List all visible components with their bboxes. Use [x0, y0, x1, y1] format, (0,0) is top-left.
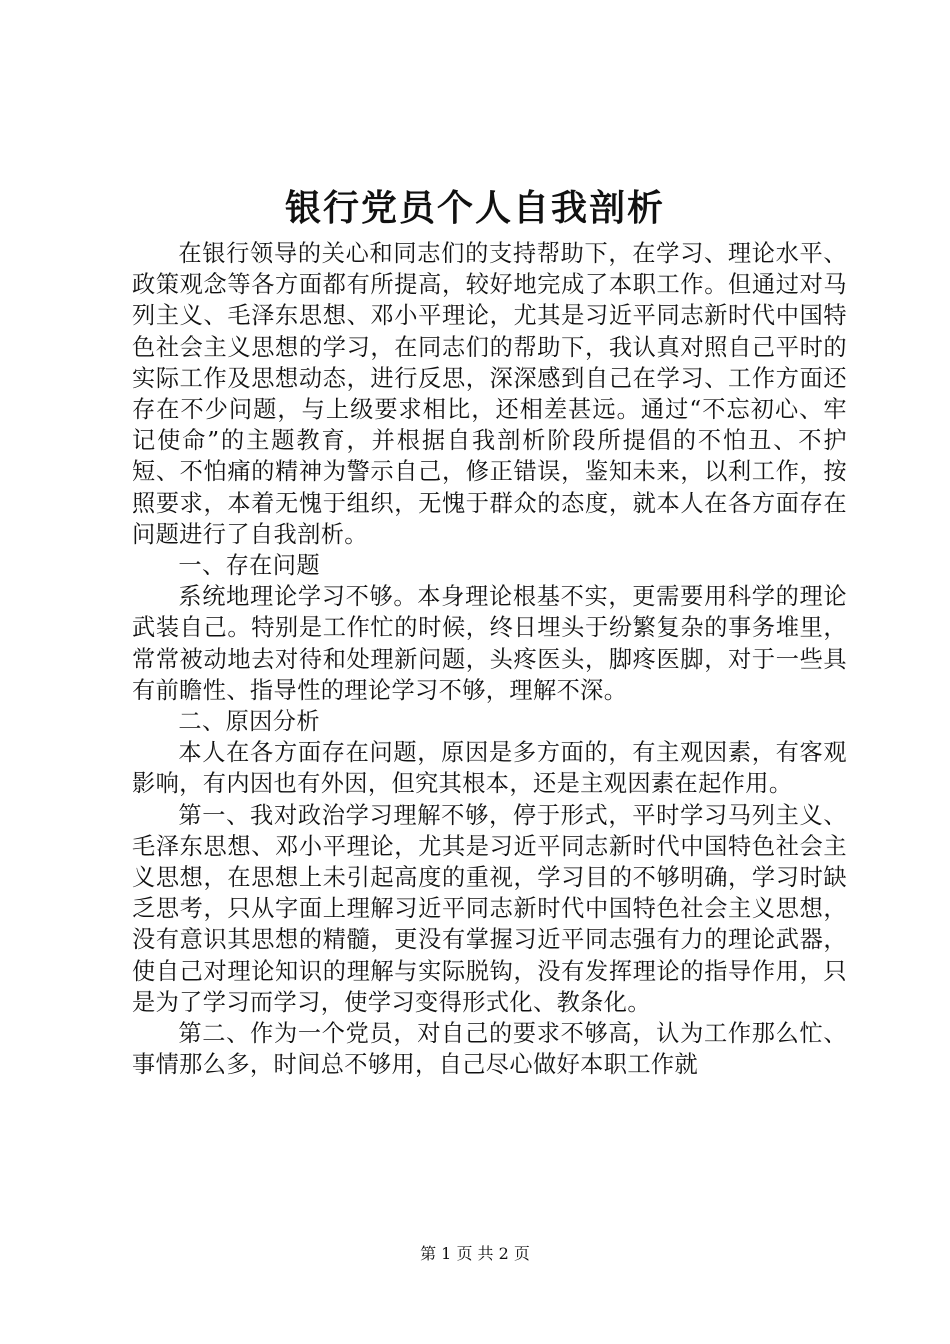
document-title: 银行党员个人自我剖析	[284, 188, 665, 229]
paragraph-problems: 系统地理论学习不够。本身理论根基不实，更需要用科学的理论武装自己。特别是工作忙的时候，终日埋头于纷繁复杂的事务堆里，常常被动地去对待和处理新问题，头疼医头，脚疼医脚，对于一些具有前瞻性、指导性的理论学习不够，理解不深。	[132, 583, 847, 704]
paragraph-intro: 在银行领导的关心和同志们的支持帮助下，在学习、理论水平、政策观念等各方面都有所提高，较好地完成了本职工作。但通过对马列主义、毛泽东思想、邓小平理论，尤其是习近平同志新时代中国特色社会主义思想的学习，在同志们的帮助下，我认真对照自己平时的实际工作及思想动态，进行反思，深深感到自己在学习、工作方面还存在不少问题，与上级要求相比，还相差甚远。通过“不忘初心、牢记使命”的主题教育，并根据自我剖析阶段所提倡的不怕丑、不护短、不怕痛的精神为警示自己，修正错误，鉴知未来，以利工作，按照要求，本着无愧于组织，无愧于群众的态度，就本人在各方面存在问题进行了自我剖析。	[132, 240, 847, 548]
page-footer: 第 1 页 共 2 页	[420, 1244, 530, 1263]
paragraph-first: 第一、我对政治学习理解不够，停于形式，平时学习马列主义、毛泽东思想、邓小平理论，尤其是习近平同志新时代中国特色社会主义思想，在思想上未引起高度的重视，学习目的不够明确，学习时缺乏思考，只从字面上理解习近平同志新时代中国特色社会主义思想，没有意识其思想的精髓，更没有掌握习近平同志强有力的理论武器，使自己对理论知识的理解与实际脱钩，没有发挥理论的指导作用，只是为了学习而学习，使学习变得形式化、教条化。	[132, 801, 847, 1016]
section-heading-causes: 二、原因分析	[178, 708, 320, 736]
paragraph-second: 第二、作为一个党员，对自己的要求不够高，认为工作那么忙、事情那么多，时间总不够用，自己尽心做好本职工作就	[132, 1020, 847, 1079]
paragraph-causes: 本人在各方面存在问题，原因是多方面的，有主观因素，有客观影响，有内因也有外因，但究其根本，还是主观因素在起作用。	[132, 739, 847, 798]
document-body	[132, 238, 847, 1080]
section-heading-problems: 一、存在问题	[178, 552, 320, 580]
